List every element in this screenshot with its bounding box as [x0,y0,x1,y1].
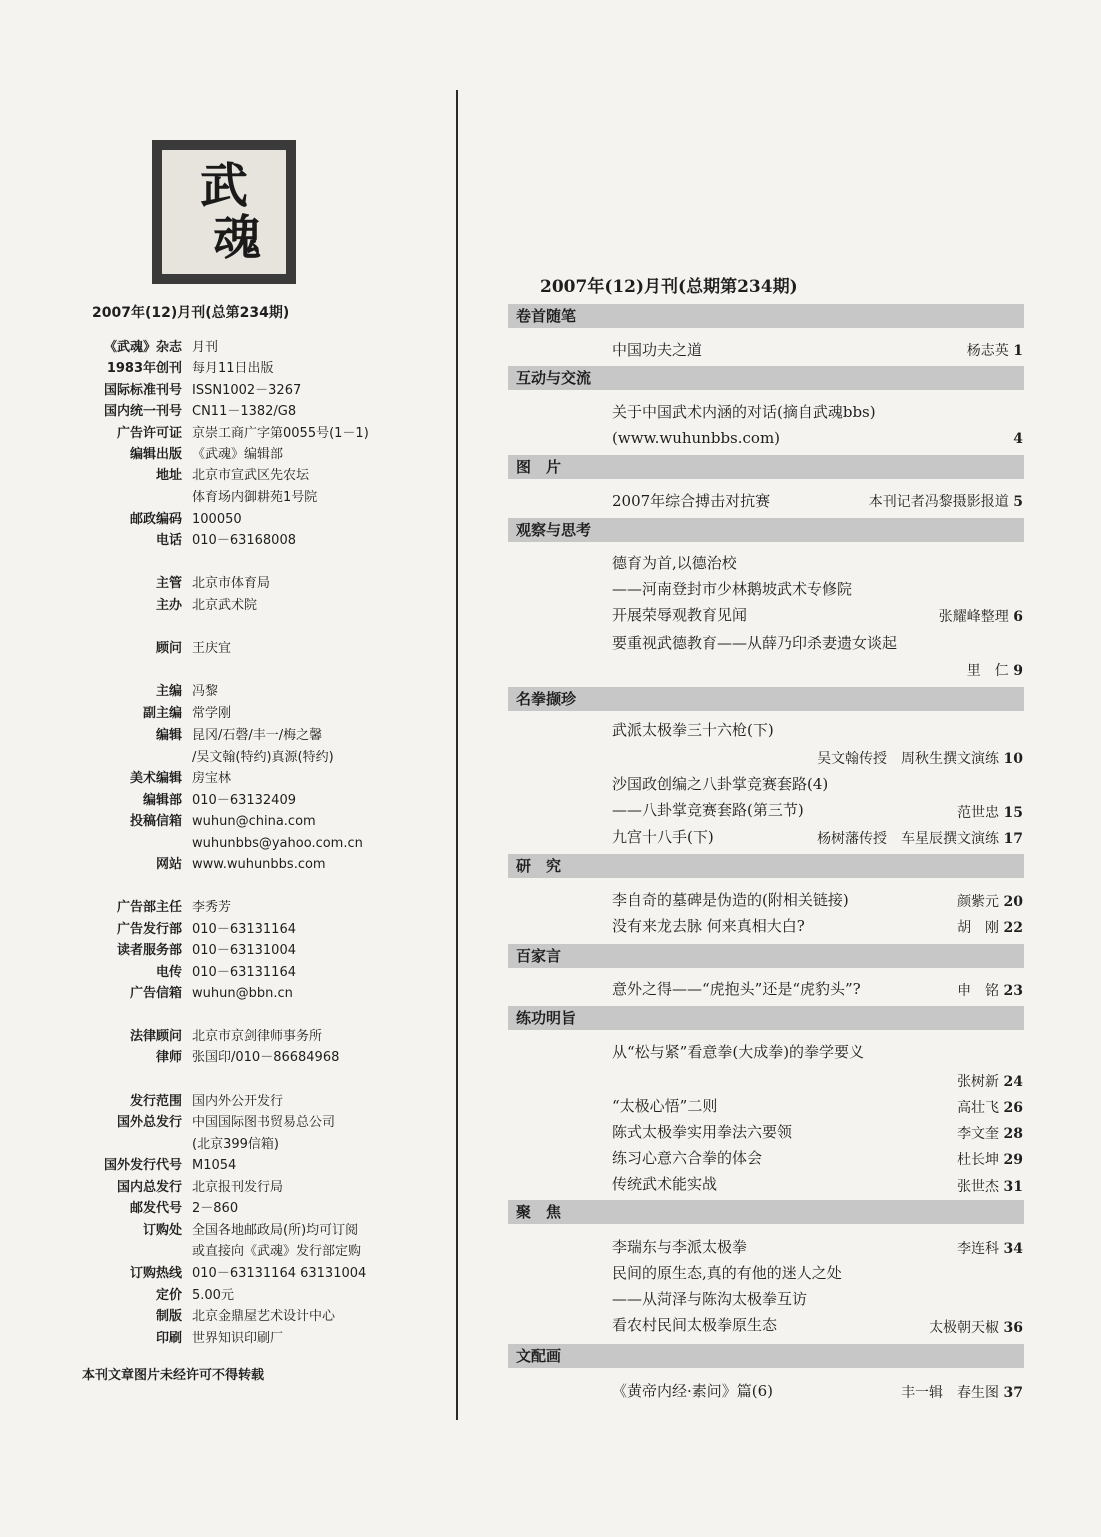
toc-entry-title: ——从菏泽与陈沟太极拳互访 [612,1290,808,1308]
section-header: 练功明旨 [508,1006,1024,1030]
column-divider [456,90,458,1420]
toc-entry-author-page: 杨志英 1 [966,343,1023,359]
section-header: 互动与交流 [508,366,1024,390]
toc-entry-title: 练习心意六合拳的体会 [612,1149,763,1167]
section-header: 图 片 [508,455,1024,479]
toc-entry-title: 中国功夫之道 [612,341,703,359]
toc-entry-title: 李瑞东与李派太极拳 [612,1238,748,1256]
toc-issue-title: 2007年(12)月刊(总期第234期) [540,277,798,297]
copyright-note: 本刊文章图片未经许可不得转载 [82,1368,265,1383]
toc-entry-title: 《黄帝内经·素问》篇(6) [612,1382,774,1400]
toc-entry-author-page: 丰一辑 春生图 37 [901,1385,1023,1401]
toc-entry-author-page: 杨树藩传授 车星辰撰文演练 17 [817,831,1023,847]
toc-entry-author-page: 申 铭 23 [957,983,1023,999]
toc-entry-title: (www.wuhunbbs.com) [612,429,781,447]
magazine-logo [152,140,296,284]
toc-entry-title: 武派太极拳三十六枪(下) [612,721,774,739]
section-header: 文配画 [508,1344,1024,1368]
toc-entry-title: 关于中国武术内涵的对话(摘自武魂bbs) [612,403,876,421]
toc-entry-title: ——河南登封市少林鹅坡武术专修院 [612,580,853,598]
toc-entry-author-page: 4 [1013,431,1023,447]
section-header: 名拳撷珍 [508,687,1024,711]
toc-entry-title: 沙国政创编之八卦掌竞赛套路(4) [612,775,829,793]
toc-entry-author-page: 太极朝天椒 36 [929,1320,1023,1336]
toc-entry-author-page: 里 仁 9 [966,663,1023,679]
toc-entry-title: 看农村民间太极拳原生态 [612,1316,778,1334]
toc-entry-author-page: 张树新 24 [957,1074,1023,1090]
magazine-toc-page: 武 魂 2007年(12)月刊(总第234期) 《武魂》杂志 月刊 1983年创刊 每月11日出版 国际标准刊号 ISSN1002－3267 国内统一刊号 CN11－1382/G8 广告许可证 京崇工商广字第0055号(1－1) 编辑出版 《武魂》编辑部 地址 北京市宣武区先农坛 体育场内御耕苑1号院 邮政编码 100050 电话 010－63168008 主管 北京市体育局 主办 北京武术院 顾问 王庆宜 主编 冯黎 副主编 常学刚 编辑 昆冈/石磬/丰一/梅之馨 /吴文翰(特约)真源(特约) 美术编辑 房宝林 编辑部 010－63132409 投稿信箱 wuhun@china.com wuhunbbs@yahoo.com.cn 网站 www.wuhunbbs.com 广告部主任 李秀芳 广告发行部 010－63131164 读者服务部 010－63131004 电传 010－63131164 广告信箱 wuhun@bbn.cn 法律顾问 北京市京剑律师事务所 律师 张国印/010－86684968 发行范围 国内外公开发行 国外总发行 中国国际图书贸易总公司 (北京399信箱) 国外发行代号 M1054 国内总发行 北京报刊发行局 邮发代号 2－860 订购处 全国各地邮政局(所)均可订阅 或直接向《武魂》发行部定购 订购热线 010－63131164 63131004 定价 5.00元 制版 北京金鼎屋艺术设计中心 印刷 世界知识印刷厂 本刊文章图片未经许可不得转载 2007年(12)月刊(总期第234期) 卷首随笔 中国功夫之道 杨志英 1 互动与交流 关于中国武术内涵的对话(摘自武魂bbs) (www.wuhunbbs.com) 4 图 片 2007年综合搏击对抗赛 本刊记者冯黎摄影报道 5 观察与思考 德育为首,以德治校 ——河南登封市少林鹅坡武术专修院 开展荣辱观教育见闻 张耀峰整理 6 要重视武德教育——从薛乃印杀妻遗女谈起 里 仁 9 名拳撷珍 武派太极拳三十六枪(下) 吴文翰传授 周秋生撰文演练 10 沙国政创编之八卦掌竞赛套路(4) ——八卦掌竞赛套路(第三节) 范世忠 15 九宫十八手(下) 杨树藩传授 车星辰撰文演练 17 研 究 李自奇的墓碑是伪造的(附相关链接) 颜紫元 20 没有来龙去脉 何来真相大白? 胡 刚 22 百家言 意外之得——“虎抱头”还是“虎豹头”? 申 铭 23 练功明旨 从“松与紧”看意拳(大成拳)的拳学要义 张树新 24 “太极心悟”二则 高壮飞 26 陈式太极拳实用拳法六要领 李文奎 28 练习心意六合拳的体会 杜长坤 29 传统武术能实战 张世杰 31 聚 焦 李瑞东与李派太极拳 李连科 34 民间的原生态,真的有他的迷人之处 ——从菏泽与陈沟太极拳互访 看农村民间太极拳原生态 太极朝天椒 36 文配画 《黄帝内经·素问》篇(6) 丰一辑 春生图 37 [0,0,1101,1537]
toc-entry-title: 2007年综合搏击对抗赛 [612,492,771,510]
left-issue-info: 2007年(12)月刊(总第234期) [92,305,290,321]
toc-entry-title: 民间的原生态,真的有他的迷人之处 [612,1264,842,1282]
toc-entry-author-page: 李文奎 28 [957,1126,1023,1142]
toc-entry-title: “太极心悟”二则 [612,1097,718,1115]
toc-entry-author-page: 范世忠 15 [957,805,1023,821]
toc-entry-author-page: 本刊记者冯黎摄影报道 5 [868,494,1023,510]
toc-entry-author-page: 胡 刚 22 [957,920,1023,936]
section-header: 百家言 [508,944,1024,968]
toc-entry-author-page: 颜紫元 20 [957,894,1023,910]
section-header: 研 究 [508,854,1024,878]
toc-entry-title: 要重视武德教育——从薛乃印杀妻遗女谈起 [612,634,898,652]
section-header: 卷首随笔 [508,304,1024,328]
toc-entry-title: 陈式太极拳实用拳法六要领 [612,1123,793,1141]
section-header: 聚 焦 [508,1200,1024,1224]
toc-entry-author-page: 吴文翰传授 周秋生撰文演练 10 [817,751,1023,767]
toc-entry-title: 九宫十八手(下) [612,828,714,846]
toc-entry-title: 开展荣辱观教育见闻 [612,606,748,624]
toc-entry-author-page: 李连科 34 [957,1241,1023,1257]
toc-entry-author-page: 张耀峰整理 6 [938,609,1023,625]
toc-entry-author-page: 张世杰 31 [957,1179,1023,1195]
logo-char-2: 魂 [212,210,261,266]
toc-entry-author-page: 杜长坤 29 [957,1152,1023,1168]
toc-entry-title: 从“松与紧”看意拳(大成拳)的拳学要义 [612,1043,865,1061]
toc-entry-author-page: 高壮飞 26 [957,1100,1023,1116]
toc-entry-title: 德育为首,以德治校 [612,554,737,572]
toc-entry-title: ——八卦掌竞赛套路(第三节) [612,801,804,819]
toc-entry-title: 传统武术能实战 [612,1175,718,1193]
logo-char-1: 武 [199,158,248,214]
section-header: 观察与思考 [508,518,1024,542]
toc-entry-title: 李自奇的墓碑是伪造的(附相关链接) [612,891,849,909]
toc-entry-title: 意外之得——“虎抱头”还是“虎豹头”? [612,980,861,998]
toc-entry-title: 没有来龙去脉 何来真相大白? [612,917,805,935]
